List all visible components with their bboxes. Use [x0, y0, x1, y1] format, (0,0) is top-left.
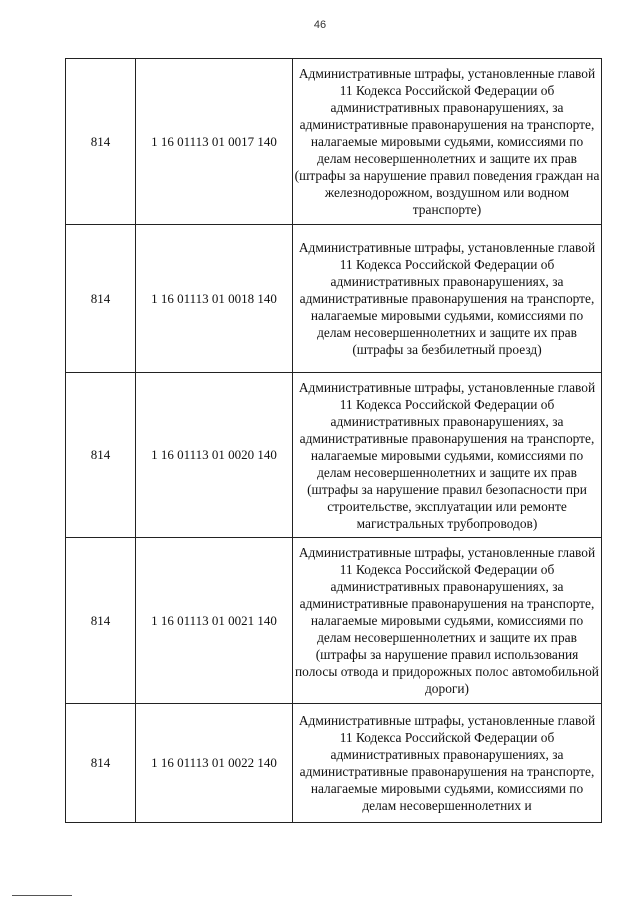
- budget-classification-code-cell: 1 16 01113 01 0017 140: [136, 59, 293, 225]
- administrator-code-cell: 814: [66, 538, 136, 704]
- budget-codes-table: [65, 58, 602, 823]
- income-description-cell: Административные штрафы, установленные главой 11 Кодекса Российской Федерации об административных правонарушениях, за административные правонарушения на транспорте, налагаемые мировыми судьями, комиссиями по делам несовершеннолетних и защите их прав (штрафы за нарушение правил поведения граждан на железнодорожном, воздушном или водном транспорте): [293, 59, 602, 225]
- administrator-code-cell: 814: [66, 373, 136, 538]
- budget-classification-code-cell: 1 16 01113 01 0022 140: [136, 704, 293, 823]
- budget-classification-code-cell: 1 16 01113 01 0020 140: [136, 373, 293, 538]
- table-row: [66, 59, 602, 225]
- administrator-code-cell: 814: [66, 59, 136, 225]
- budget-classification-code-cell: 1 16 01113 01 0018 140: [136, 225, 293, 373]
- administrator-code-cell: 814: [66, 225, 136, 373]
- page-number: 46: [313, 19, 327, 31]
- income-description-cell: Административные штрафы, установленные главой 11 Кодекса Российской Федерации об административных правонарушениях, за административные правонарушения на транспорте, налагаемые мировыми судьями, комиссиями по делам несовершеннолетних и защите их прав (штрафы за нарушение правил безопасности при строительстве, эксплуатации или ремонте магистральных трубопроводов): [293, 373, 602, 538]
- income-description-cell: Административные штрафы, установленные главой 11 Кодекса Российской Федерации об административных правонарушениях, за административные правонарушения на транспорте, налагаемые мировыми судьями, комиссиями по делам несовершеннолетних и: [293, 704, 602, 823]
- administrator-code-cell: 814: [66, 704, 136, 823]
- table-row: [66, 538, 602, 704]
- table-row: [66, 704, 602, 823]
- table-row: [66, 225, 602, 373]
- income-description-cell: Административные штрафы, установленные главой 11 Кодекса Российской Федерации об административных правонарушениях, за административные правонарушения на транспорте, налагаемые мировыми судьями, комиссиями по делам несовершеннолетних и защите их прав (штрафы за нарушение правил использования полосы отвода и придорожных полос автомобильной дороги): [293, 538, 602, 704]
- footer-divider: [12, 895, 72, 896]
- table-row: [66, 373, 602, 538]
- income-description-cell: Административные штрафы, установленные главой 11 Кодекса Российской Федерации об административных правонарушениях, за административные правонарушения на транспорте, налагаемые мировыми судьями, комиссиями по делам несовершеннолетних и защите их прав (штрафы за безбилетный проезд): [293, 225, 602, 373]
- budget-classification-code-cell: 1 16 01113 01 0021 140: [136, 538, 293, 704]
